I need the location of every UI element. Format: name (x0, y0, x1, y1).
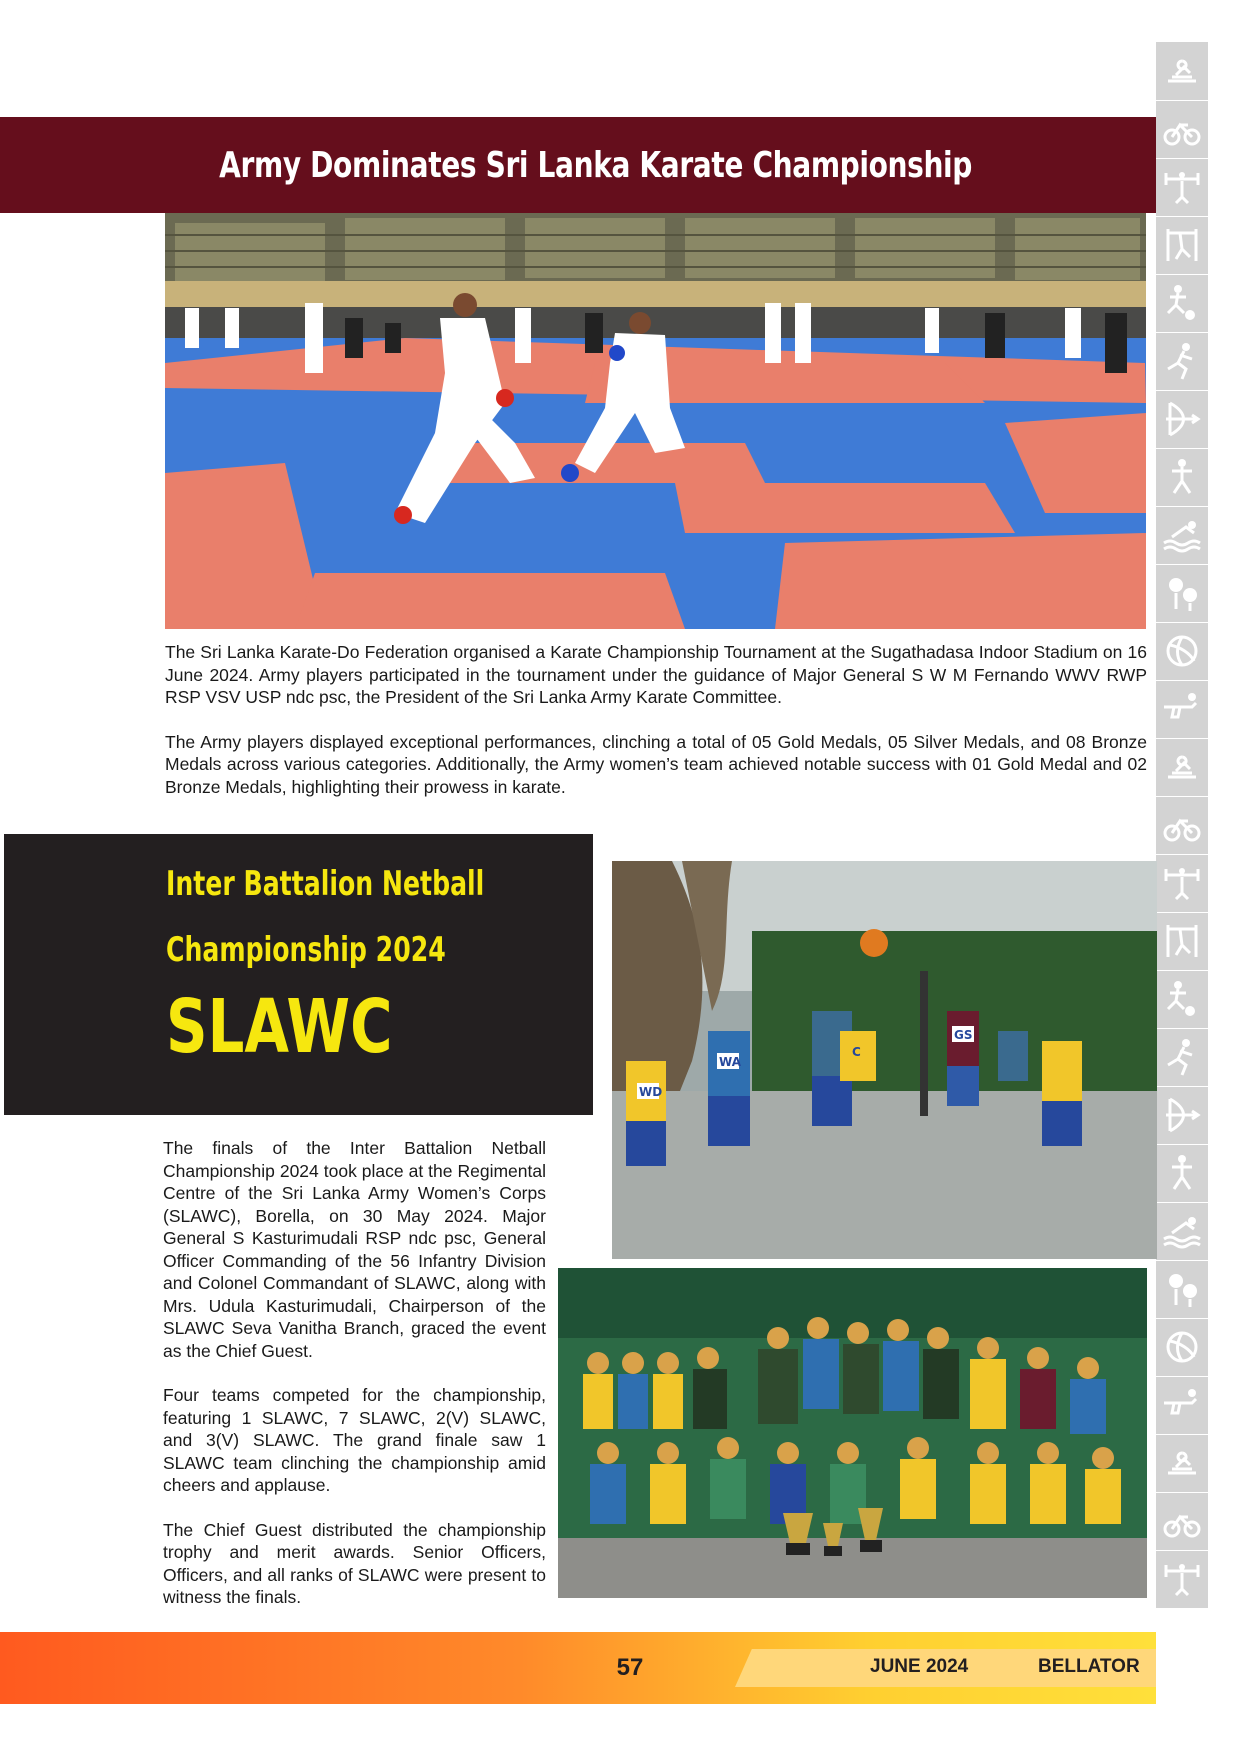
archery-icon (1156, 1086, 1208, 1145)
rowing-icon (1156, 738, 1208, 797)
karate-paragraph: The Army players displayed exceptional performances, clinching a total of 05 Gold Medals, 05 Silver Medals, and 08 Bronze Medals across various categories. Additionally, the Army women’s team achieved notable success with 01 Gold Medal and 02 Bronze Medals, highlighting their prowess in karate. (165, 731, 1147, 797)
volleyball-icon (1156, 622, 1208, 681)
karate-body (165, 641, 1147, 798)
swimming-icon (1156, 1202, 1208, 1261)
boxing-icon (1156, 564, 1208, 623)
karate-section-header (0, 117, 1156, 213)
netball-body (163, 1137, 546, 1609)
weightlifting-icon (1156, 1550, 1208, 1609)
cycling-icon (1156, 100, 1208, 159)
page-number: 57 (616, 1654, 644, 1681)
netball-section-header (4, 834, 593, 1115)
swimming-icon (1156, 506, 1208, 565)
issue-date: JUNE 2024 (870, 1656, 969, 1677)
weightlifting-icon (1156, 158, 1208, 217)
netball-team-photo (558, 1268, 1147, 1598)
karate-paragraph: The Sri Lanka Karate-Do Federation organised a Karate Championship Tournament at the Sugathadasa Indoor Stadium on 16 June 2024. Army players participated in the tournament under the guidance of Major General S W M Fernando WWV RWP RSP VSV USP ndc psc, the President of the Sri Lanka Army Karate Committee. (165, 642, 1147, 707)
shooting-icon (1156, 680, 1208, 739)
gymnastics-icon (1156, 216, 1208, 275)
bib-label: C (852, 1045, 861, 1059)
netball-title-line2: Championship 2024 (166, 930, 446, 970)
football-icon (1156, 970, 1208, 1029)
magazine-name: BELLATOR (1038, 1656, 1140, 1677)
rowing-icon (1156, 1434, 1208, 1493)
netball-paragraph: The Chief Guest distributed the championship trophy and merit awards. Senior Officers, Officers, and all ranks of SLAWC were present to witness the finals. (163, 1519, 546, 1607)
netball-paragraph: The finals of the Inter Battalion Netball Championship 2024 took place at the Regimental Centre of the Sri Lanka Army Women’s Corps (SLAWC), Borella, on 30 May 2024. Major General S Kasturimudali RSP ndc psc, General Officer Commanding of the 56 Infantry Division and Colonel Commandant of SLAWC, along with Mrs. Udula Kasturimudali, Chairperson of the SLAWC Seva Vanitha Branch, graced the event as the Chief Guest. (163, 1138, 546, 1361)
gymnastics-icon (1156, 912, 1208, 971)
netball-action-photo (612, 861, 1157, 1259)
rowing-icon (1156, 42, 1208, 101)
running-icon (1156, 1028, 1208, 1087)
netball-title-line3: SLAWC (166, 984, 393, 1070)
athletics-icon (1156, 1144, 1208, 1203)
weightlifting-icon (1156, 854, 1208, 913)
cycling-icon (1156, 796, 1208, 855)
bib-label: WD (639, 1085, 663, 1099)
running-icon (1156, 332, 1208, 391)
karate-title: Army Dominates Sri Lanka Karate Championship (219, 144, 973, 186)
bib-label: GS (954, 1028, 973, 1042)
volleyball-icon (1156, 1318, 1208, 1377)
archery-icon (1156, 390, 1208, 449)
netball-paragraph: Four teams competed for the championship, featuring 1 SLAWC, 7 SLAWC, 2(V) SLAWC, and 3(V) SLAWC. The grand finale saw 1 SLAWC team clinching the championship amid cheers and applause. (163, 1385, 546, 1495)
karate-photo (165, 213, 1146, 629)
shooting-icon (1156, 1376, 1208, 1435)
cycling-icon (1156, 1492, 1208, 1551)
athletics-icon (1156, 448, 1208, 507)
football-icon (1156, 274, 1208, 333)
boxing-icon (1156, 1260, 1208, 1319)
sports-icon-strip (1156, 42, 1208, 1608)
netball-title-line1: Inter Battalion Netball (166, 864, 485, 904)
bib-label: WA (719, 1055, 741, 1069)
